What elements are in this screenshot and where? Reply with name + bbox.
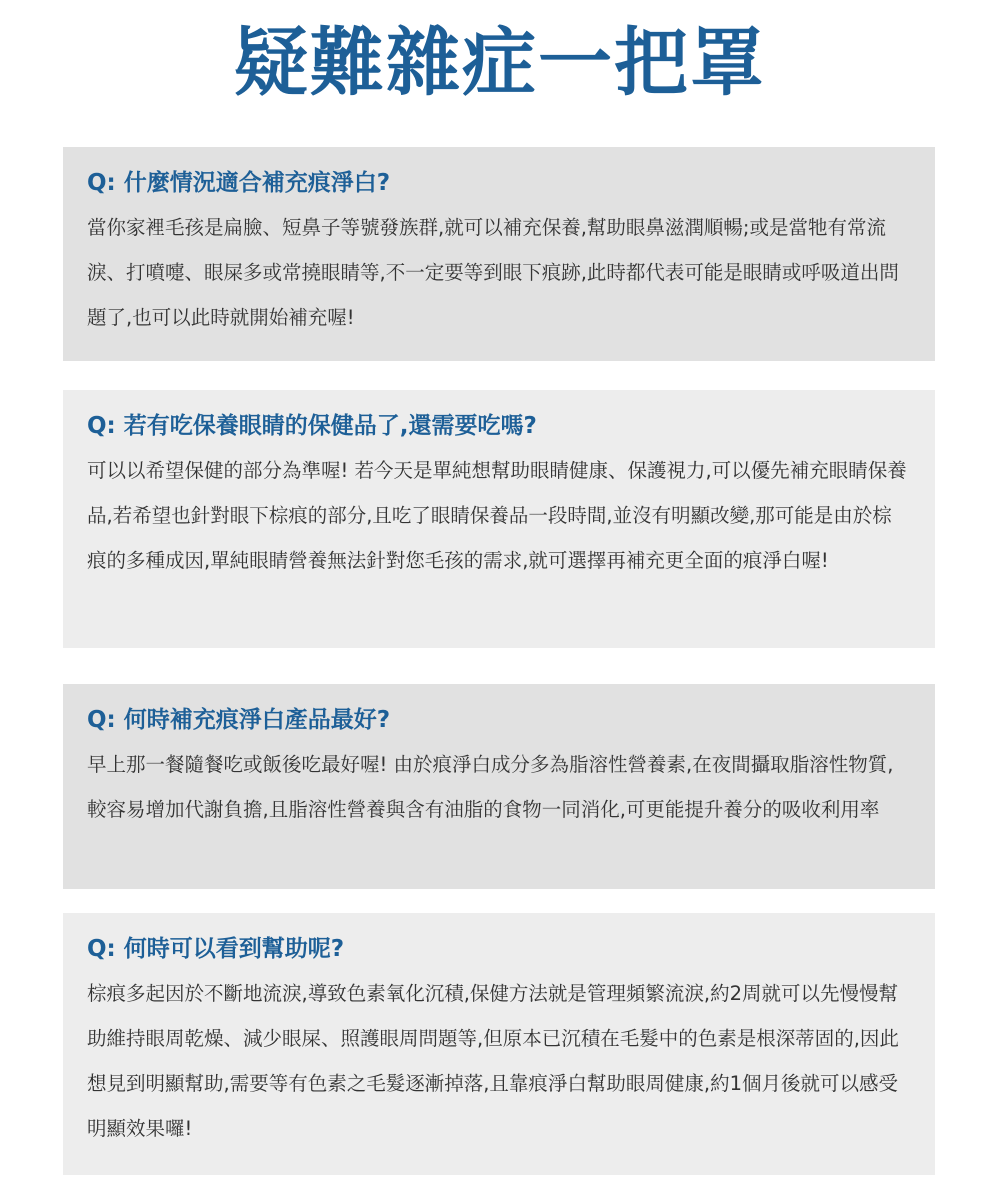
faq-card xyxy=(63,684,935,889)
faq-question: Q: 若有吃保養眼睛的保健品了,還需要吃嗎? xyxy=(87,413,537,439)
faq-answer: 早上那一餐隨餐吃或飯後吃最好喔! 由於痕淨白成分多為脂溶性營養素,在夜間攝取脂溶性物質,較容易增加代謝負擔,且脂溶性營養與含有油脂的食物一同消化,可更能提升養分的吸收利用率 xyxy=(87,753,894,821)
page-title: 疑難雜症一把罩 xyxy=(234,20,766,106)
faq-card xyxy=(63,913,935,1175)
faq-card xyxy=(63,147,935,361)
faq-answer: 當你家裡毛孩是扁臉、短鼻子等號發族群,就可以補充保養,幫助眼鼻滋潤順暢;或是當牠有常流淚、打噴嚏、眼屎多或常撓眼睛等,不一定要等到眼下痕跡,此時都代表可能是眼睛或呼吸道出問題了,也可以此時就開始補充喔! xyxy=(87,216,899,329)
faq-card xyxy=(63,390,935,648)
faq-question: Q: 何時可以看到幫助呢? xyxy=(87,936,345,962)
faq-question: Q: 何時補充痕淨白產品最好? xyxy=(87,707,391,733)
faq-question: Q: 什麼情況適合補充痕淨白? xyxy=(87,170,391,196)
faq-answer: 可以以希望保健的部分為準喔! 若今天是單純想幫助眼睛健康、保護視力,可以優先補充眼睛保養品,若希望也針對眼下棕痕的部分,且吃了眼睛保養品一段時間,並沒有明顯改變,那可能是由於棕痕的多種成因,單純眼睛營養無法針對您毛孩的需求,就可選擇再補充更全面的痕淨白喔! xyxy=(87,459,907,572)
faq-answer: 棕痕多起因於不斷地流淚,導致色素氧化沉積,保健方法就是管理頻繁流淚,約2周就可以先慢慢幫助維持眼周乾燥、減少眼屎、照護眼周問題等,但原本已沉積在毛髮中的色素是根深蒂固的,因此想見到明顯幫助,需要等有色素之毛髮逐漸掉落,且靠痕淨白幫助眼周健康,約1個月後就可以感受明顯效果囉! xyxy=(87,982,899,1140)
